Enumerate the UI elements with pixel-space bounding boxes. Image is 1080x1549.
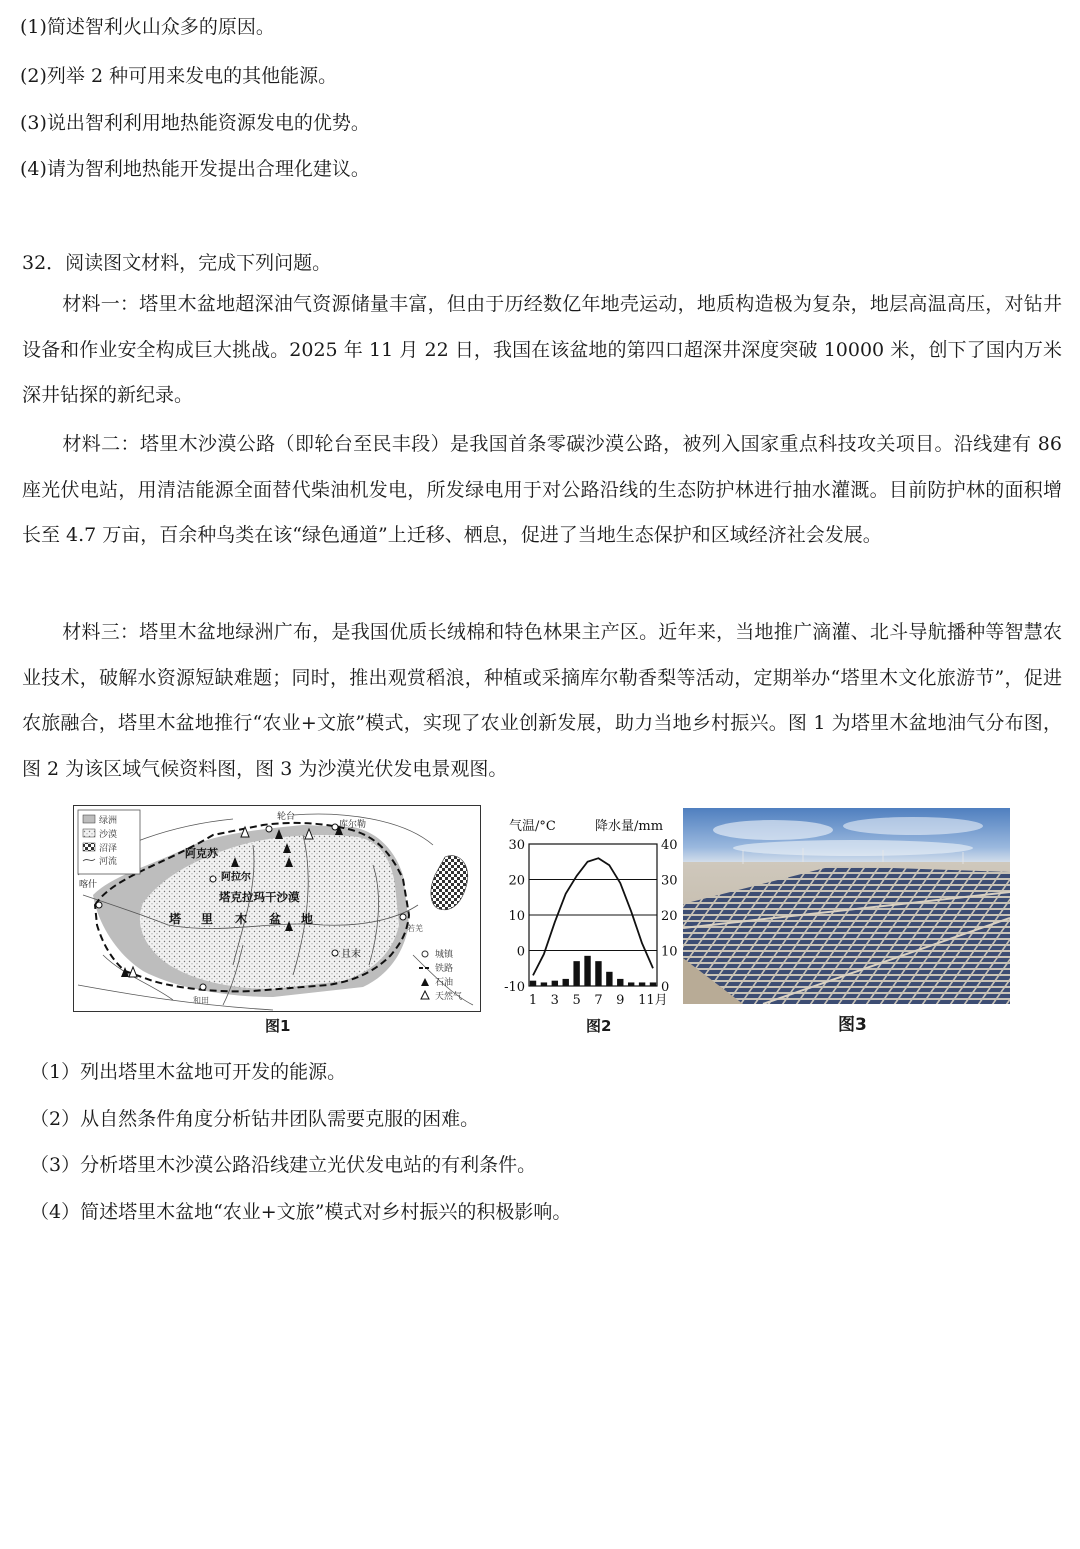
sub-question-4: （4）简述塔里木盆地“农业+文旅”模式对乡村振兴的积极影响。 xyxy=(30,1201,572,1223)
x-tick-label: 1 xyxy=(528,993,538,1008)
x-tick-label: 11月 xyxy=(638,993,668,1008)
right-tick-label: 30 xyxy=(661,873,678,889)
place-taklimakan: 塔克拉玛干沙漠 xyxy=(219,890,300,904)
legend-town: 城镇 xyxy=(435,950,454,960)
place-qiemo: 且末 xyxy=(341,949,361,960)
figure-3-solar-photo xyxy=(683,808,1010,1004)
left-tick-label: 10 xyxy=(508,909,525,924)
sub-question-1: （1）列出塔里木盆地可开发的能源。 xyxy=(30,1061,347,1083)
axis-label-temperature: 气温/°C xyxy=(509,819,556,834)
precip-bar-4 xyxy=(563,979,569,986)
legend-gas: 天然气 xyxy=(435,992,463,1002)
place-kashgar: 喀什 xyxy=(79,880,98,890)
place-basin-char-4: 盆 xyxy=(269,912,282,926)
material-1 xyxy=(22,282,1062,419)
axis-label-precipitation: 降水量/mm xyxy=(595,819,664,834)
x-tick-label: 9 xyxy=(616,993,625,1008)
precip-bar-12 xyxy=(650,982,656,986)
material-3 xyxy=(22,610,1062,792)
place-korla: 库尔勒 xyxy=(339,820,367,830)
precip-bar-11 xyxy=(639,982,645,986)
right-tick-label: 10 xyxy=(661,944,678,960)
prev-question-3: (3)说出智利利用地热能资源发电的优势。 xyxy=(20,112,370,134)
precip-bar-5 xyxy=(573,961,579,986)
sub-question-3: （3）分析塔里木沙漠公路沿线建立光伏发电站的有利条件。 xyxy=(30,1154,537,1176)
x-tick-label: 7 xyxy=(594,993,603,1008)
material-2 xyxy=(22,422,1062,559)
place-luntai: 轮台 xyxy=(277,812,296,822)
left-tick-label: 30 xyxy=(508,838,525,853)
x-tick-label: 3 xyxy=(550,993,559,1008)
material-2-text: 材料二：塔里木沙漠公路（即轮台至民丰段）是我国首条零碳沙漠公路，被列入国家重点科技攻关项目。沿线建有 86 座光伏电站，用清洁能源全面替代柴油机发电，所发绿电用于对公路沿线的生态防护林进行抽水灌溉。目前防护林的面积增长至 4.7 万亩，百余种鸟类在该“绿色通道”上迁移、栖息，促进了当地生态保护和区域经济社会发展。 xyxy=(22,433,1062,546)
precip-bar-3 xyxy=(552,981,558,986)
material-1-text: 材料一：塔里木盆地超深油气资源储量丰富，但由于历经数亿年地壳运动，地质构造极为复杂，地层高温高压，对钻井设备和作业安全构成巨大挑战。2025 年 11 月 22 日，我国在该盆地的第四口超深井深度突破 10000 米，创下了国内万米深井钻探的新纪录。 xyxy=(22,293,1062,406)
place-basin-char-5: 地 xyxy=(301,912,314,926)
place-alar: 阿拉尔 xyxy=(221,872,251,883)
precip-bar-9 xyxy=(617,979,623,986)
legend-railway: 铁路 xyxy=(435,964,454,974)
precip-bar-6 xyxy=(584,956,590,986)
legend-desert: 沙漠 xyxy=(99,830,118,840)
legend-oasis: 绿洲 xyxy=(99,816,118,826)
left-tick-label: 20 xyxy=(508,873,525,889)
precip-bar-10 xyxy=(628,982,634,986)
figure-1-map xyxy=(73,805,481,1012)
place-ruoqiang: 若羌 xyxy=(407,924,423,933)
figure-3-caption: 图3 xyxy=(838,1015,867,1035)
right-tick-label: 0 xyxy=(661,980,670,995)
prev-question-4: (4)请为智利地热能开发提出合理化建议。 xyxy=(20,158,370,180)
prev-question-2: (2)列举 2 种可用来发电的其他能源。 xyxy=(20,65,338,87)
place-hotan: 和田 xyxy=(193,996,209,1005)
material-3-text: 材料三：塔里木盆地绿洲广布，是我国优质长绒棉和特色林果主产区。近年来，当地推广滴灌、北斗导航播种等智慧农业技术，破解水资源短缺难题；同时，推出观赏稻浪，种植或采摘库尔勒香梨等活动，定期举办“塔里木文化旅游节”，促进农旅融合，塔里木盆地推行“农业+文旅”模式，实现了农业创新发展，助力当地乡村振兴。图 1 为塔里木盆地油气分布图，图 2 为该区域气候资料图，图 3 为沙漠光伏发电景观图。 xyxy=(22,621,1062,780)
temperature-line xyxy=(533,858,653,975)
figure-1-caption: 图1 xyxy=(265,1017,291,1035)
place-basin-char-1: 塔 xyxy=(169,912,182,926)
place-basin-char-2: 里 xyxy=(201,912,214,926)
right-tick-label: 40 xyxy=(661,838,678,853)
precip-bar-7 xyxy=(595,961,601,986)
prev-question-1: (1)简述智利火山众多的原因。 xyxy=(20,16,275,38)
legend-swamp: 沼泽 xyxy=(99,844,118,854)
legend-river: 河流 xyxy=(99,857,118,867)
precip-bar-2 xyxy=(541,982,547,986)
right-tick-label: 20 xyxy=(661,909,678,924)
precip-bar-8 xyxy=(606,972,612,986)
sub-question-2: （2）从自然条件角度分析钻井团队需要克服的困难。 xyxy=(30,1108,480,1130)
place-basin-char-3: 木 xyxy=(235,912,248,926)
left-tick-label: 0 xyxy=(516,944,525,960)
question-32-stem: 32．阅读图文材料，完成下列问题。 xyxy=(22,252,332,274)
figure-2-caption: 图2 xyxy=(586,1017,612,1035)
precip-bar-1 xyxy=(530,981,536,986)
x-tick-label: 5 xyxy=(572,993,581,1008)
place-aksu: 阿克苏 xyxy=(185,847,218,860)
left-tick-label: -10 xyxy=(504,980,525,995)
figure-2-climate-chart xyxy=(495,812,695,1012)
legend-oil: 石油 xyxy=(435,978,454,988)
